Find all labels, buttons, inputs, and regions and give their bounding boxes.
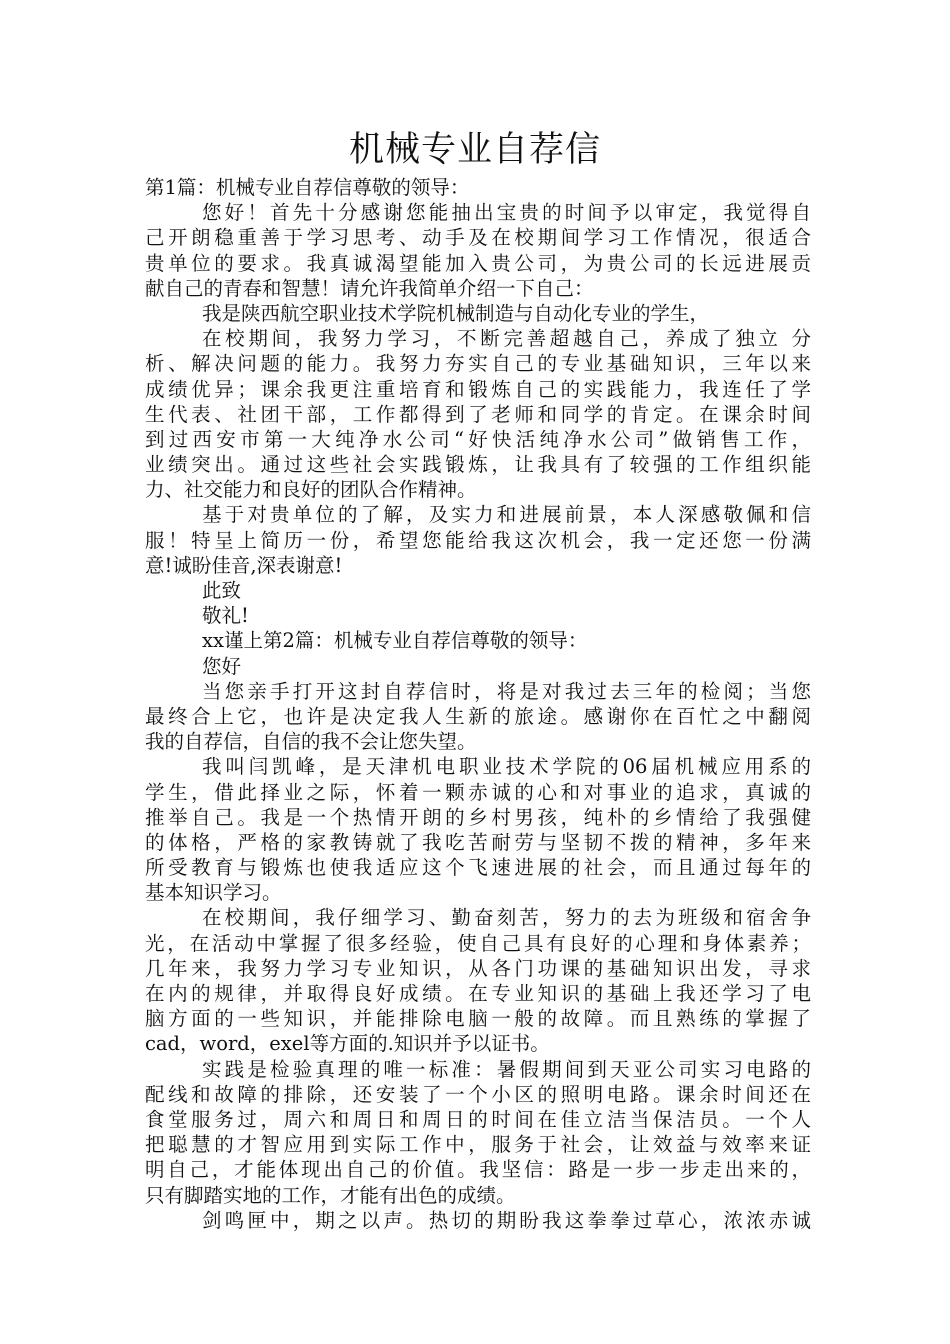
document-line: 几年来，我努力学习专业知识，从各门功课的基础知识出发，寻求 bbox=[145, 956, 811, 980]
document-line: 在校期间，我努力学习，不断完善超越自己，养成了独立 分 bbox=[202, 327, 811, 351]
document-line: 我是陕西航空职业技术学院机械制造与自动化专业的学生， bbox=[202, 301, 710, 325]
document-line: 在内的规律，并取得良好成绩。在专业知识的基础上我还学习了电 bbox=[145, 982, 811, 1005]
document-line: 第1篇：机械专业自荐信尊敬的领导： bbox=[145, 176, 470, 199]
document-line: 生代表、社团干部，工作都得到了老师和同学的肯定。在课余时间 bbox=[145, 402, 811, 426]
document-line: 力、社交能力和良好的团队合作精神。 bbox=[145, 478, 477, 502]
document-title: 机械专业自荐信 bbox=[348, 130, 601, 170]
document-line: 光，在活动中掌握了很多经验，使自己具有良好的心理和身体素养； bbox=[145, 931, 811, 955]
document-line: 只有脚踏实地的工作，才能有出色的成绩。 bbox=[145, 1183, 516, 1207]
document-body bbox=[145, 175, 811, 1233]
document-line: 服！特呈上简历一份，希望您能给我这次机会，我一定还您一份满 bbox=[145, 528, 811, 552]
document-line: 我的自荐信，自信的我不会让您失望。 bbox=[145, 730, 477, 754]
document-line: 基于对贵单位的了解，及实力和进展前景，本人深感敬佩和信 bbox=[202, 503, 811, 527]
document-line: 成绩优异；课余我更注重培育和锻炼自己的实践能力，我连任了学 bbox=[145, 377, 811, 401]
document-line: 所受教育与锻炼也使我适应这个飞速进展的社会，而且通过每年的 bbox=[145, 856, 811, 880]
document-line: 敬礼! bbox=[202, 604, 249, 628]
document-line: 脑方面的一些知识，并能排除电脑一般的故障。而且熟练的掌握了 bbox=[145, 1007, 811, 1031]
document-line: 的体格，严格的家教铸就了我吃苦耐劳与坚韧不拨的精神，多年来 bbox=[145, 830, 811, 854]
document-line: 己开朗稳重善于学习思考、动手及在校期间学习工作情况，很适合 bbox=[145, 226, 811, 250]
document-line: 我叫闫凯峰，是天津机电职业技术学院的06届机械应用系的 bbox=[202, 755, 811, 779]
document-line: 业绩突出。通过这些社会实践锻炼，让我具有了较强的工作组织能 bbox=[145, 453, 811, 477]
document-line: 基本知识学习。 bbox=[145, 881, 282, 905]
document-line: 明自己，才能体现出自己的价值。我坚信：路是一步一步走出来的， bbox=[145, 1158, 811, 1182]
document-line: 配线和故障的排除，还安装了一个小区的照明电路。课余时间还在 bbox=[145, 1082, 811, 1106]
document-line: 您好！首先十分感谢您能抽出宝贵的时间予以审定，我觉得自 bbox=[202, 201, 811, 225]
document-line: 意!诚盼佳音,深表谢意! bbox=[145, 553, 343, 577]
document-line: 献自己的青春和智慧！请允许我简单介绍一下自己： bbox=[145, 276, 594, 300]
document-line: cad，word，exel等方面的.知识并予以证书。 bbox=[145, 1032, 550, 1056]
document-line: 贵单位的要求。我真诚渴望能加入贵公司，为贵公司的长远进展贡 bbox=[145, 251, 811, 275]
document-line: 此致 bbox=[202, 579, 242, 602]
document-line: 把聪慧的才智应用到实际工作中，服务于社会，让效益与效率来证 bbox=[145, 1133, 811, 1157]
document-line: 实践是检验真理的唯一标准：暑假期间到天亚公司实习电路的 bbox=[202, 1057, 811, 1081]
document-line: 推举自己。我是一个热情开朗的乡村男孩，纯朴的乡情给了我强健 bbox=[145, 805, 811, 829]
document-line: 在校期间，我仔细学习、勤奋刻苦，努力的去为班级和宿舍争 bbox=[202, 906, 811, 930]
document-line: 当您亲手打开这封自荐信时，将是对我过去三年的检阅；当您 bbox=[202, 679, 811, 703]
document-line: 剑鸣匣中，期之以声。热切的期盼我这拳拳过草心，浓浓赤诚 bbox=[202, 1208, 811, 1232]
document-line: 您好 bbox=[202, 654, 242, 678]
document-line: 最终合上它，也许是决定我人生新的旅途。感谢你在百忙之中翻阅 bbox=[145, 704, 811, 728]
document-line: 食堂服务过，周六和周日和周日的时间在佳立洁当保洁员。一个人 bbox=[145, 1107, 811, 1131]
document-line: 学生，借此择业之际，怀着一颗赤诚的心和对事业的追求，真诚的 bbox=[145, 780, 811, 804]
document-line: 到过西安市第一大纯净水公司“好快活纯净水公司”做销售工作， bbox=[145, 427, 811, 451]
document-line: 析、解决问题的能力。我努力夯实自己的专业基础知识，三年以来 bbox=[145, 352, 811, 376]
document-line: xx谨上第2篇：机械专业自荐信尊敬的领导： bbox=[202, 629, 588, 653]
